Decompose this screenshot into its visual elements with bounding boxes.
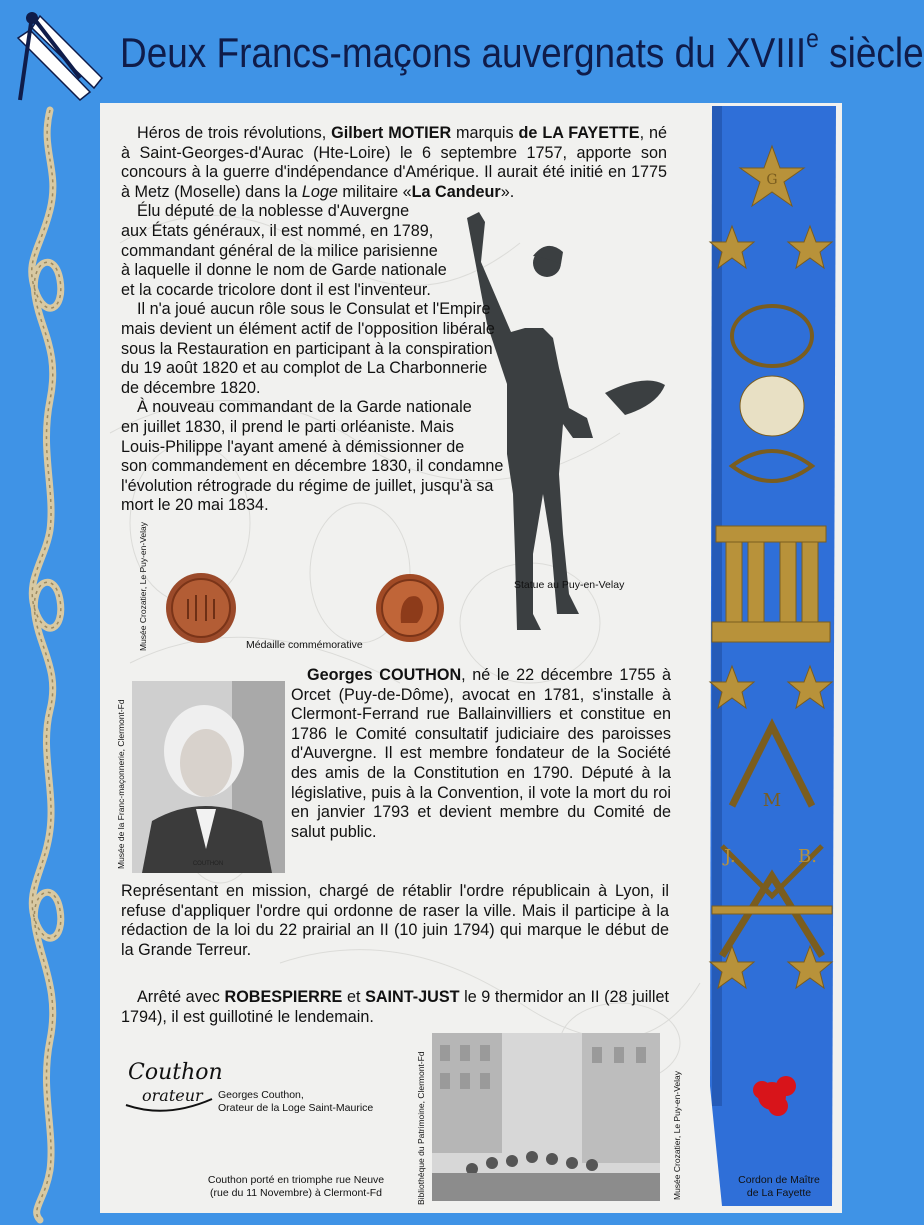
couthon-paragraph-2: Représentant en mission, chargé de rétablir l'ordre républicain à Lyon, il refuse d'appliquer l'ordre qui ordonne de raser la ville. Mais il participe à la rédaction de la loi du 22 prairial an II (10 juin 1794) qui marque le début de la Grande Terreur. — [121, 882, 669, 959]
svg-text:M: M — [762, 790, 782, 811]
svg-text:G: G — [766, 172, 778, 188]
svg-text:orateur: orateur — [142, 1086, 203, 1105]
couthon-paragraph-3: Arrêté avec ROBESPIERRE et SAINT-JUST le 9 thermidor an II (28 juillet 1794), il est guillotiné le lendemain. — [121, 988, 669, 1026]
couthon-portrait-image — [132, 681, 285, 873]
portrait-credit: Musée de la Franc-maçonnerie, Clermont-Fd — [116, 699, 126, 869]
couthon-signature-image — [118, 1053, 223, 1117]
ribbon-credit: Musée Crozatier, Le Puy-en-Velay — [672, 1071, 682, 1200]
page-title: Deux Francs-maçons auvergnats du XVIIIe siècle — [120, 23, 924, 76]
lafayette-paragraph-3: Il n'a joué aucun rôle sous le Consulat et l'Empire mais devient un élément actif de l'opposition libérale sous la Restauration en participant à la conspiration du 19 août 1820 et au complot de La Charbonnerie de décembre 1820. — [121, 300, 495, 397]
medal-credit: Musée Crozatier, Le Puy-en-Velay — [138, 522, 148, 651]
svg-text:J.: J. — [724, 846, 736, 867]
masonic-cordon-image — [682, 106, 842, 1206]
engraving-caption: Couthon porté en triomphe rue Neuve (rue du 11 Novembre) à Clermont-Fd — [207, 1174, 385, 1199]
statue-caption: Statue au Puy-en-Velay — [514, 579, 625, 591]
rope-knot-border — [20, 110, 80, 1220]
medal-portrait-image — [375, 571, 445, 645]
portrait-label: COUTHON — [192, 861, 224, 867]
couthon-triumph-engraving — [432, 1033, 660, 1201]
svg-text:B.: B. — [798, 846, 817, 867]
svg-text:Couthon: Couthon — [128, 1060, 223, 1085]
signature-caption: Georges Couthon, Orateur de la Loge Saint-Maurice — [218, 1089, 374, 1114]
square-and-compass-icon — [10, 8, 110, 108]
lafayette-biography — [121, 124, 667, 516]
couthon-paragraph-1: Georges COUTHON, né le 22 décembre 1755 à Orcet (Puy-de-Dôme), avocat en 1781, s'installe à Clermont-Ferrand rue Ballainvilliers et constitue en 1786 le Comité consultatif judiciaire des paroisses d'Auvergne. Il est membre fondateur de la Société des amis de la Constitution en 1790. Député à la législative, puis à la Convention, il vote la mort du roi en janvier 1793 et devient membre du Comité de salut public. — [291, 666, 671, 841]
engraving-credit: Bibliothèque du Patrimoine, Clermont-Fd — [416, 1051, 426, 1205]
lafayette-paragraph-2: Élu député de la noblesse d'Auvergne aux États généraux, il est nommé, en 1789, commandant général de la milice parisienne à laquelle il donne le nom de Garde nationale et la cocarde tricolore dont il est l'inventeur. — [121, 202, 447, 299]
lafayette-paragraph-1: Héros de trois révolutions, Gilbert MOTIER marquis de LA FAYETTE, né à Saint-Georges-d'Aurac (Hte-Loire) le 6 septembre 1757, apporte son concours à la guerre d'indépendance d'Amérique. Il aurait été initié en 1775 à Metz (Moselle) dans la Loge militaire «La Candeur». — [121, 124, 667, 201]
ribbon-caption: Cordon de Maître de La Fayette — [738, 1174, 820, 1199]
lafayette-paragraph-4: À nouveau commandant de la Garde nationale en juillet 1830, il prend le parti orléaniste. Mais Louis-Philippe l'ayant amené à démissionner de son commandement en décembre 1830, il condamne l'évolution rétrograde du régime de juillet, jusqu'à sa mort le 20 mai 1834. — [121, 398, 504, 515]
medal-caption: Médaille commémorative — [246, 639, 363, 651]
medal-reverse-image — [164, 571, 238, 645]
